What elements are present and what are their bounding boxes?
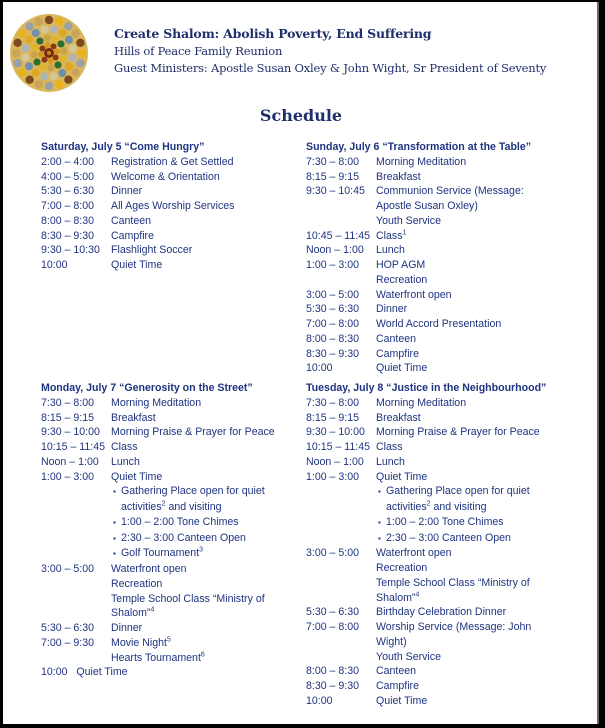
mandala-dot — [13, 39, 21, 47]
schedule-row — [41, 636, 296, 651]
time-slot: 8:30 – 9:30 — [306, 347, 360, 360]
activity — [376, 170, 576, 185]
mandala-dot — [32, 69, 40, 77]
activity-line: Canteen — [111, 214, 152, 227]
day-schedule-tuesday — [306, 381, 576, 709]
activity-line: Lunch — [376, 244, 405, 257]
time-slot: 10:00 — [306, 694, 333, 707]
mandala-dot — [40, 25, 48, 33]
bullet-item — [376, 484, 576, 515]
activity-line: Recreation — [111, 577, 163, 590]
mandala-dot — [38, 51, 44, 57]
time-slot: 7:00 – 8:00 — [306, 621, 360, 633]
schedule-row — [306, 347, 576, 362]
activity-line: Shalom”$^4$ — [376, 590, 420, 604]
day-heading: Tuesday, July 8 “Justice in the Neighbourhood” — [306, 382, 547, 394]
activity-line: Quiet Time — [376, 694, 428, 707]
activity — [376, 455, 576, 470]
schedule-row — [306, 361, 576, 376]
activity-line: Dinner — [376, 303, 408, 316]
activity-line: Waterfront open — [111, 563, 187, 575]
activity-line: All Ages Worship Services — [111, 200, 235, 212]
mandala-dot — [47, 64, 54, 71]
activity — [111, 651, 296, 666]
schedule-row — [306, 411, 576, 426]
activity — [111, 455, 296, 470]
time-slot: 5:30 – 6:30 — [306, 606, 360, 619]
time-slot: 7:30 – 8:00 — [306, 396, 360, 409]
bullet-item — [376, 515, 576, 531]
activity-line: Birthday Celebration Dinner — [376, 606, 507, 619]
mandala-dot — [76, 59, 84, 67]
bullet-text: 1:00 – 2:00 Tone Chimes — [386, 515, 504, 528]
schedule-row — [306, 440, 576, 455]
activity — [376, 664, 576, 679]
activity — [376, 317, 576, 332]
activity-line: Breakfast — [376, 411, 421, 424]
document-header — [114, 25, 546, 77]
header-title: Create Shalom: Abolish Poverty, End Suffering — [114, 26, 432, 41]
mandala-dot — [35, 80, 43, 88]
mandala-dot — [71, 29, 79, 37]
activity — [111, 425, 296, 440]
mandala-dot — [50, 25, 58, 33]
time-slot: 7:30 – 8:00 — [41, 396, 95, 409]
activity-line: Morning Meditation — [376, 155, 467, 168]
mandala-dot — [51, 36, 58, 43]
activity — [376, 361, 576, 376]
mandala-dot — [58, 69, 66, 77]
schedule-bullet-row — [306, 484, 576, 515]
mandala-dot — [47, 58, 53, 64]
time-spacer — [306, 531, 376, 547]
mandala-dot — [45, 82, 53, 90]
mandala-dot — [78, 49, 86, 57]
activity-line: Temple School Class “Ministry of — [376, 576, 530, 589]
mandala-dot — [69, 54, 77, 62]
mandala-dot — [25, 22, 33, 30]
activity-line: Youth Service — [376, 214, 441, 227]
schedule-row — [41, 170, 296, 185]
time-slot: 10:00 — [41, 259, 68, 271]
activity-line: Registration & Get Settled — [111, 155, 234, 168]
mandala-dot — [50, 73, 58, 81]
time-slot: 7:00 – 8:00 — [41, 200, 95, 212]
activity-line: Quiet Time — [376, 362, 428, 375]
schedule-row — [306, 229, 576, 244]
activity-line: Temple School Class “Ministry of — [111, 592, 265, 605]
time-slot: 10:15 – 11:45 — [41, 441, 106, 453]
mandala-dot — [69, 44, 77, 52]
time-slot: 5:30 – 6:30 — [41, 185, 95, 198]
activity — [111, 470, 296, 485]
time-slot: 8:15 – 9:15 — [41, 411, 95, 424]
time-slot: 8:30 – 9:30 — [41, 229, 95, 242]
bullet-item — [376, 531, 576, 547]
mandala-dot — [54, 61, 61, 68]
schedule-bullet-row — [306, 531, 576, 547]
activity — [111, 636, 296, 651]
activity-line: HOP AGM — [376, 259, 426, 271]
activity-line: Quiet Time — [111, 470, 163, 483]
activity-line: Communion Service (Message: — [376, 185, 524, 198]
schedule-row — [306, 155, 576, 170]
mandala-dot — [59, 55, 66, 62]
schedule-row — [306, 470, 576, 485]
activity — [376, 679, 576, 694]
time-slot: 8:00 – 8:30 — [41, 214, 95, 227]
bullet-item — [111, 484, 296, 515]
mandala-dot — [45, 16, 53, 24]
schedule-inline-entry: 10:00 Quiet Time — [41, 666, 128, 679]
time-slot: 1:00 – 3:00 — [306, 470, 360, 483]
schedule-bullet-row — [41, 515, 296, 531]
schedule-row — [41, 396, 296, 411]
time-slot: 8:00 – 8:30 — [306, 332, 360, 345]
bullet-text: Gathering Place open for quiet — [121, 485, 265, 498]
time-slot: 10:15 – 11:45 — [306, 441, 371, 453]
activity — [111, 258, 296, 273]
time-slot: 4:00 – 5:00 — [41, 170, 95, 183]
activity — [111, 229, 296, 244]
schedule-row — [306, 288, 576, 303]
time-slot: 2:00 – 4:00 — [41, 155, 95, 168]
bullet-item — [111, 531, 296, 547]
time-slot: 3:00 – 5:00 — [306, 288, 360, 301]
time-slot: 10:45 – 11:45 — [306, 229, 371, 242]
mandala-dot — [71, 68, 79, 76]
bullet-text-after: and visiting — [165, 501, 222, 513]
mandala-dot — [18, 68, 26, 76]
schedule-row — [306, 258, 576, 288]
schedule-row — [41, 470, 296, 485]
activity-line: Waterfront open — [376, 547, 452, 560]
activity — [376, 605, 576, 620]
time-slot: 8:15 – 9:15 — [306, 170, 360, 183]
activity — [111, 411, 296, 426]
activity — [376, 155, 576, 170]
schedule-row — [41, 199, 296, 214]
time-slot: 8:00 – 8:30 — [306, 665, 360, 678]
schedule-row — [306, 546, 576, 605]
activity-line: Recreation — [376, 562, 428, 574]
activity-line: World Accord Presentation — [376, 318, 502, 330]
day-heading: Saturday, July 5 “Come Hungry” — [41, 141, 205, 153]
mandala-dot — [12, 49, 20, 57]
activity — [376, 546, 576, 605]
mandala-dot — [60, 48, 67, 55]
activity-line: Morning Meditation — [111, 396, 202, 409]
mandala-dot — [54, 49, 60, 55]
mandala-dot — [35, 17, 43, 25]
mandala-dot — [18, 29, 26, 37]
schedule-row — [306, 605, 576, 620]
schedule-bullet-row — [41, 531, 296, 547]
footnote-marker: 2 — [426, 500, 431, 508]
activity-line: Morning Meditation — [376, 396, 467, 409]
schedule-row — [41, 651, 296, 666]
bullet-text: Gathering Place open for quiet — [386, 485, 530, 498]
schedule-row — [306, 664, 576, 679]
footnote-marker: 5 — [166, 636, 171, 644]
activity — [376, 184, 576, 228]
time-slot: 8:15 – 9:15 — [306, 411, 360, 424]
mandala-dot — [21, 44, 29, 52]
time-spacer — [41, 515, 111, 531]
activity-line: Morning Praise & Prayer for Peace — [376, 426, 540, 439]
time-slot: 5:30 – 6:30 — [41, 622, 95, 634]
time-spacer — [41, 531, 111, 547]
activity-line: Worship Service (Message: John — [376, 621, 532, 633]
time-slot: 7:00 – 9:30 — [41, 636, 95, 649]
mandala-dot — [36, 37, 43, 44]
schedule-bullet-row — [306, 515, 576, 531]
mandala-dot — [65, 62, 73, 70]
activity — [111, 243, 296, 258]
footnote-marker: 6 — [200, 650, 205, 658]
bullet-item — [111, 546, 296, 562]
activity-line: Wight) — [376, 635, 407, 648]
footnote-marker: 4 — [150, 606, 155, 614]
activity-line: Dinner — [111, 622, 143, 634]
bullet-text-continued: activities — [386, 501, 427, 513]
bullet-text: 2:30 – 3:00 Canteen Open — [121, 531, 246, 544]
schedule-row — [41, 214, 296, 229]
mandala-dot — [64, 22, 72, 30]
activity-line: Canteen — [376, 332, 417, 345]
time-slot: 9:30 – 10:45 — [306, 185, 365, 198]
activity — [376, 396, 576, 411]
time-slot: Noon – 1:00 — [306, 455, 364, 468]
activity-line: Movie Night$^5$ — [111, 636, 171, 649]
activity-line: Hearts Tournament$^6$ — [111, 650, 205, 664]
schedule-row — [41, 665, 296, 680]
time-slot: 10:00 — [306, 362, 333, 375]
activity — [376, 302, 576, 317]
time-spacer — [306, 484, 376, 515]
time-slot: 3:00 – 5:00 — [306, 547, 360, 560]
activity-line: Waterfront open — [376, 288, 452, 301]
activity — [376, 347, 576, 362]
schedule-row — [41, 425, 296, 440]
schedule-row — [41, 562, 296, 621]
time-slot: Noon – 1:00 — [306, 244, 364, 257]
schedule-row — [306, 396, 576, 411]
activity-line: Welcome & Orientation — [111, 170, 220, 183]
time-slot: 1:00 – 3:00 — [306, 259, 360, 271]
mandala-dot — [45, 42, 51, 48]
schedule-row — [41, 411, 296, 426]
mandala-dot — [33, 58, 40, 65]
activity — [376, 243, 576, 258]
activity-line: Breakfast — [111, 411, 156, 424]
schedule-row — [306, 425, 576, 440]
activity — [376, 229, 576, 244]
schedule-row — [306, 332, 576, 347]
mandala-dot — [53, 55, 59, 61]
activity-line: Morning Praise & Prayer for Peace — [111, 426, 275, 439]
activity-line: Apostle Susan Oxley) — [376, 200, 478, 212]
activity-line: Dinner — [111, 185, 143, 198]
time-slot: 3:00 – 5:00 — [41, 563, 95, 575]
bullet-text: Golf Tournament — [121, 547, 200, 560]
activity — [376, 288, 576, 303]
bullet-text: 2:30 – 3:00 Canteen Open — [386, 531, 511, 544]
schedule-row — [41, 440, 296, 455]
activity — [111, 214, 296, 229]
activity — [111, 440, 296, 455]
day-heading: Sunday, July 6 “Transformation at the Table” — [306, 141, 532, 153]
activity-line: Youth Service — [376, 650, 441, 663]
mandala-dot — [25, 75, 33, 83]
time-spacer — [41, 484, 111, 515]
activity — [376, 440, 576, 455]
footnote-marker: 3 — [199, 546, 204, 554]
footnote-marker: 4 — [415, 590, 420, 598]
mandala-dot — [31, 51, 38, 58]
time-slot — [41, 651, 111, 666]
header-ministers: Guest Ministers: Apostle Susan Oxley & John Wight, Sr President of Seventy — [114, 61, 547, 75]
footnote-marker: 1 — [402, 228, 407, 236]
day-schedule-sunday — [306, 140, 576, 376]
activity-line: Campfire — [111, 229, 154, 242]
time-slot: 7:30 – 8:00 — [306, 155, 360, 168]
mandala-dot — [25, 62, 33, 70]
activity-line: Class — [376, 441, 403, 453]
mandala-dot — [21, 54, 29, 62]
schedule-row — [306, 679, 576, 694]
activity — [376, 620, 576, 664]
mandala-dot — [57, 40, 64, 47]
mandala-dot — [39, 45, 45, 51]
mandala-dot — [25, 36, 33, 44]
activity-line: Class$^1$ — [376, 228, 407, 242]
schedule-row — [306, 455, 576, 470]
bullet-text-after: and visiting — [430, 501, 487, 513]
mandala-dot — [13, 59, 21, 67]
schedule-row — [41, 243, 296, 258]
mandala-dot — [32, 44, 39, 51]
activity-line: Recreation — [376, 273, 428, 286]
schedule-row — [306, 302, 576, 317]
activity — [111, 199, 296, 214]
activity — [111, 155, 296, 170]
mandala-dot — [40, 63, 47, 70]
schedule-row — [306, 317, 576, 332]
schedule-row — [306, 184, 576, 228]
time-slot: 7:00 – 8:00 — [306, 318, 360, 330]
schedule-bullet-row — [41, 484, 296, 515]
mandala-dot — [76, 39, 84, 47]
activity — [376, 411, 576, 426]
activity-line: Shalom”$^4$ — [111, 606, 155, 620]
activity-line: Flashlight Soccer — [111, 244, 193, 257]
mandala-dot — [58, 29, 66, 37]
day-schedule-saturday — [41, 140, 296, 273]
mandala-dot — [40, 73, 48, 81]
activity-line: Breakfast — [376, 170, 421, 183]
mandala-dot — [55, 17, 63, 25]
schedule-row — [306, 243, 576, 258]
time-slot: 9:30 – 10:00 — [41, 426, 100, 439]
time-slot: Noon – 1:00 — [41, 455, 99, 468]
bullet-item — [111, 515, 296, 531]
activity — [111, 396, 296, 411]
activity — [111, 184, 296, 199]
mandala-dot — [65, 36, 73, 44]
day-schedule-monday — [41, 381, 296, 680]
activity — [376, 470, 576, 485]
time-slot: 8:30 – 9:30 — [306, 680, 360, 692]
time-spacer — [41, 546, 111, 562]
schedule-row — [41, 258, 296, 273]
mandala-center-dot — [47, 51, 51, 55]
activity-line: Quiet Time — [111, 259, 163, 271]
mandala-dot — [55, 80, 63, 88]
schedule-title: Schedule — [259, 106, 343, 125]
activity-line: Quiet Time — [376, 470, 428, 483]
schedule-row — [41, 229, 296, 244]
mandala-dot — [64, 75, 72, 83]
activity — [376, 694, 576, 709]
schedule-row — [41, 621, 296, 636]
time-slot: 9:30 – 10:00 — [306, 426, 365, 439]
activity — [376, 258, 576, 288]
mandala-dot — [44, 35, 51, 42]
mandala-dot — [41, 57, 47, 63]
activity-line: Lunch — [376, 455, 405, 468]
schedule-row — [41, 184, 296, 199]
header-subtitle: Hills of Peace Family Reunion — [114, 44, 283, 58]
schedule-row — [306, 170, 576, 185]
mandala-dot — [32, 29, 40, 37]
activity-line: Campfire — [376, 680, 419, 692]
activity — [111, 562, 296, 621]
document-page — [3, 2, 599, 724]
schedule-row — [41, 155, 296, 170]
schedule-bullet-row — [41, 546, 296, 562]
mandala-logo-icon — [9, 7, 89, 99]
activity-line: Campfire — [376, 347, 419, 360]
schedule-row — [306, 620, 576, 664]
time-slot: 1:00 – 3:00 — [41, 470, 95, 483]
schedule-row — [306, 694, 576, 709]
day-heading: Monday, July 7 “Generosity on the Street” — [41, 382, 253, 394]
footnote-marker: 2 — [161, 500, 166, 508]
activity — [376, 332, 576, 347]
bullet-text-continued: activities — [121, 501, 162, 513]
time-slot: 5:30 – 6:30 — [306, 303, 360, 316]
schedule-row — [41, 455, 296, 470]
time-slot: 9:30 – 10:30 — [41, 244, 100, 257]
mandala-dot — [51, 43, 57, 49]
time-spacer — [306, 515, 376, 531]
activity — [376, 425, 576, 440]
activity-line: Lunch — [111, 455, 140, 468]
activity-line: Canteen — [376, 665, 417, 678]
activity — [111, 621, 296, 636]
bullet-text: 1:00 – 2:00 Tone Chimes — [121, 515, 239, 528]
activity — [111, 170, 296, 185]
activity-line: Class — [111, 441, 138, 453]
